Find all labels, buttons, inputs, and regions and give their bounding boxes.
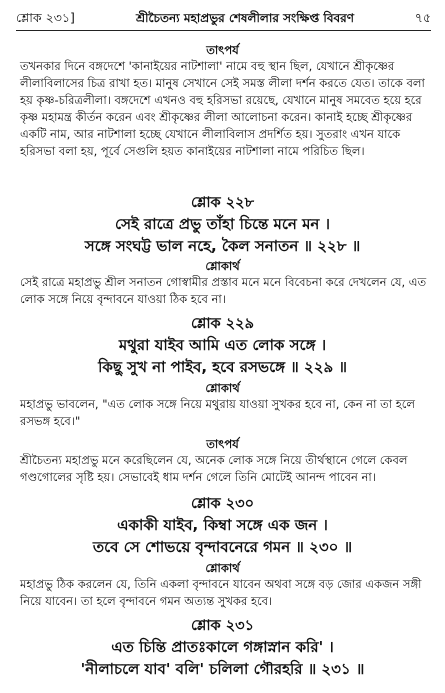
translation-heading: শ্লোকার্থ	[205, 259, 240, 273]
verse-line: সেই রাত্রে প্রভু তাঁহা চিন্তে মনে মন ।	[115, 215, 330, 233]
page-header	[16, 10, 431, 31]
verse-title: শ্লোক ২৩০	[190, 496, 255, 512]
verse-line: কিছু সুখ না পাইব, হবে রসভঙ্গে ॥ ২২৯ ॥	[98, 358, 347, 376]
translation-paragraph	[20, 576, 430, 610]
verse-line: 'নীলাচলে যাব' বলি' চলিলা গৌরহরি ॥ ২৩১ ॥	[80, 660, 365, 678]
translation-text: মহাপ্রভু ঠিক করলেন যে, তিনি একলা বৃন্দাবনে যাবেন অথবা সঙ্গে বড় জোর একজন সঙ্গী নিয়ে যাবেন। তা হলে বৃন্দাবনে গমন অত্যন্ত সুখকর হবে।	[20, 577, 422, 608]
verse-title: শ্লোক ২৩১	[190, 618, 254, 634]
header-verse-ref: শ্লোক ২৩১]	[16, 10, 75, 25]
verse-line: তবে সে শোভয়ে বৃন্দাবনেরে গমন ॥ ২৩০ ॥	[92, 538, 353, 556]
verse-line: মথুরা যাইব আমি এত লোক সঙ্গে ।	[118, 336, 327, 354]
translation-heading: শ্লোকার্থ	[205, 381, 240, 395]
verse-line: একাকী যাইব, কিম্বা সঙ্গে এক জন ।	[117, 516, 328, 534]
purport-paragraph	[20, 452, 430, 486]
header-chapter-title: শ্রীচৈতন্য মহাপ্রভুর শেষলীলার সংক্ষিপ্ত বিবরণ	[136, 11, 355, 25]
translation-text: মহাপ্রভু ভাবলেন, "এত লোক সঙ্গে নিয়ে মথুরায় যাওয়া সুখকর হবে না, কেন না তা হলে রসভঙ্গ হবে।"	[20, 397, 415, 428]
translation-text: সেই রাত্রে মহাপ্রভু শ্রীল সনাতন গোস্বামীর প্রস্তাব মনে মনে বিবেচনা করে দেখলেন যে, এত লোক সঙ্গে নিয়ে বৃন্দাবনে যাওয়া ঠিক হবে না।	[20, 275, 427, 306]
header-page-number: ৭৫	[414, 10, 431, 25]
verse-title: শ্লোক ২২৮	[190, 195, 254, 211]
purport-paragraph	[20, 58, 430, 160]
verse-title: শ্লোক ২২৯	[190, 316, 254, 332]
verse-line: সঙ্গে সংঘট্ট ভাল নহে, কৈল সনাতন ॥ ২২৮ ॥	[84, 237, 361, 255]
purport-text: তখনকার দিনে বঙ্গদেশে 'কানাইয়ের নাটশালা' নামে বহু স্থান ছিল, যেখানে শ্রীকৃষ্ণের লীলাবিলাসের চিত্র রাখা হত। মানুষ সেখানে সেই সমস্ত লীলা দর্শন করতে যেত। তাকে বলা হয় কৃষ্ণ-চরিত্রলীলা। বঙ্গদেশে এখনও বহু হরিসভা রয়েছে, যেখানে মানুষ সমবেত হয়ে হরে কৃষ্ণ মহামন্ত্র কীর্তন করেন এবং শ্রীকৃষ্ণের লীলা আলোচনা করেন। কানাই হচ্ছে শ্রীকৃষ্ণের একটি নাম, আর নাটশালা হচ্ছে যেখানে লীলাবিলাস প্রদর্শিত হয়। সুতরাং এখন যাকে হরিসভা বলা হয়, পূর্বে সেগুলি হয়ত কানাইয়ের নাটশালা নামে পরিচিত ছিল।	[20, 59, 425, 158]
purport-text: শ্রীচৈতন্য মহাপ্রভু মনে করেছিলেন যে, অনেক লোক সঙ্গে নিয়ে তীর্থস্থানে গেলে কেবল গণ্ডগোলের সৃষ্টি হয়। সেভাবেই ধাম দর্শন গেলে তিনি মোটেই আনন্দ পাবেন না।	[20, 453, 408, 484]
purport-heading: তাৎপর্য	[206, 437, 239, 451]
translation-paragraph	[20, 396, 430, 430]
purport-heading: তাৎপর্য	[206, 43, 239, 57]
translation-heading: শ্লোকার্থ	[205, 561, 240, 575]
verse-line: এত চিন্তি প্রাতঃকালে গঙ্গাস্নান করি' ।	[111, 638, 334, 656]
translation-paragraph	[20, 274, 430, 308]
